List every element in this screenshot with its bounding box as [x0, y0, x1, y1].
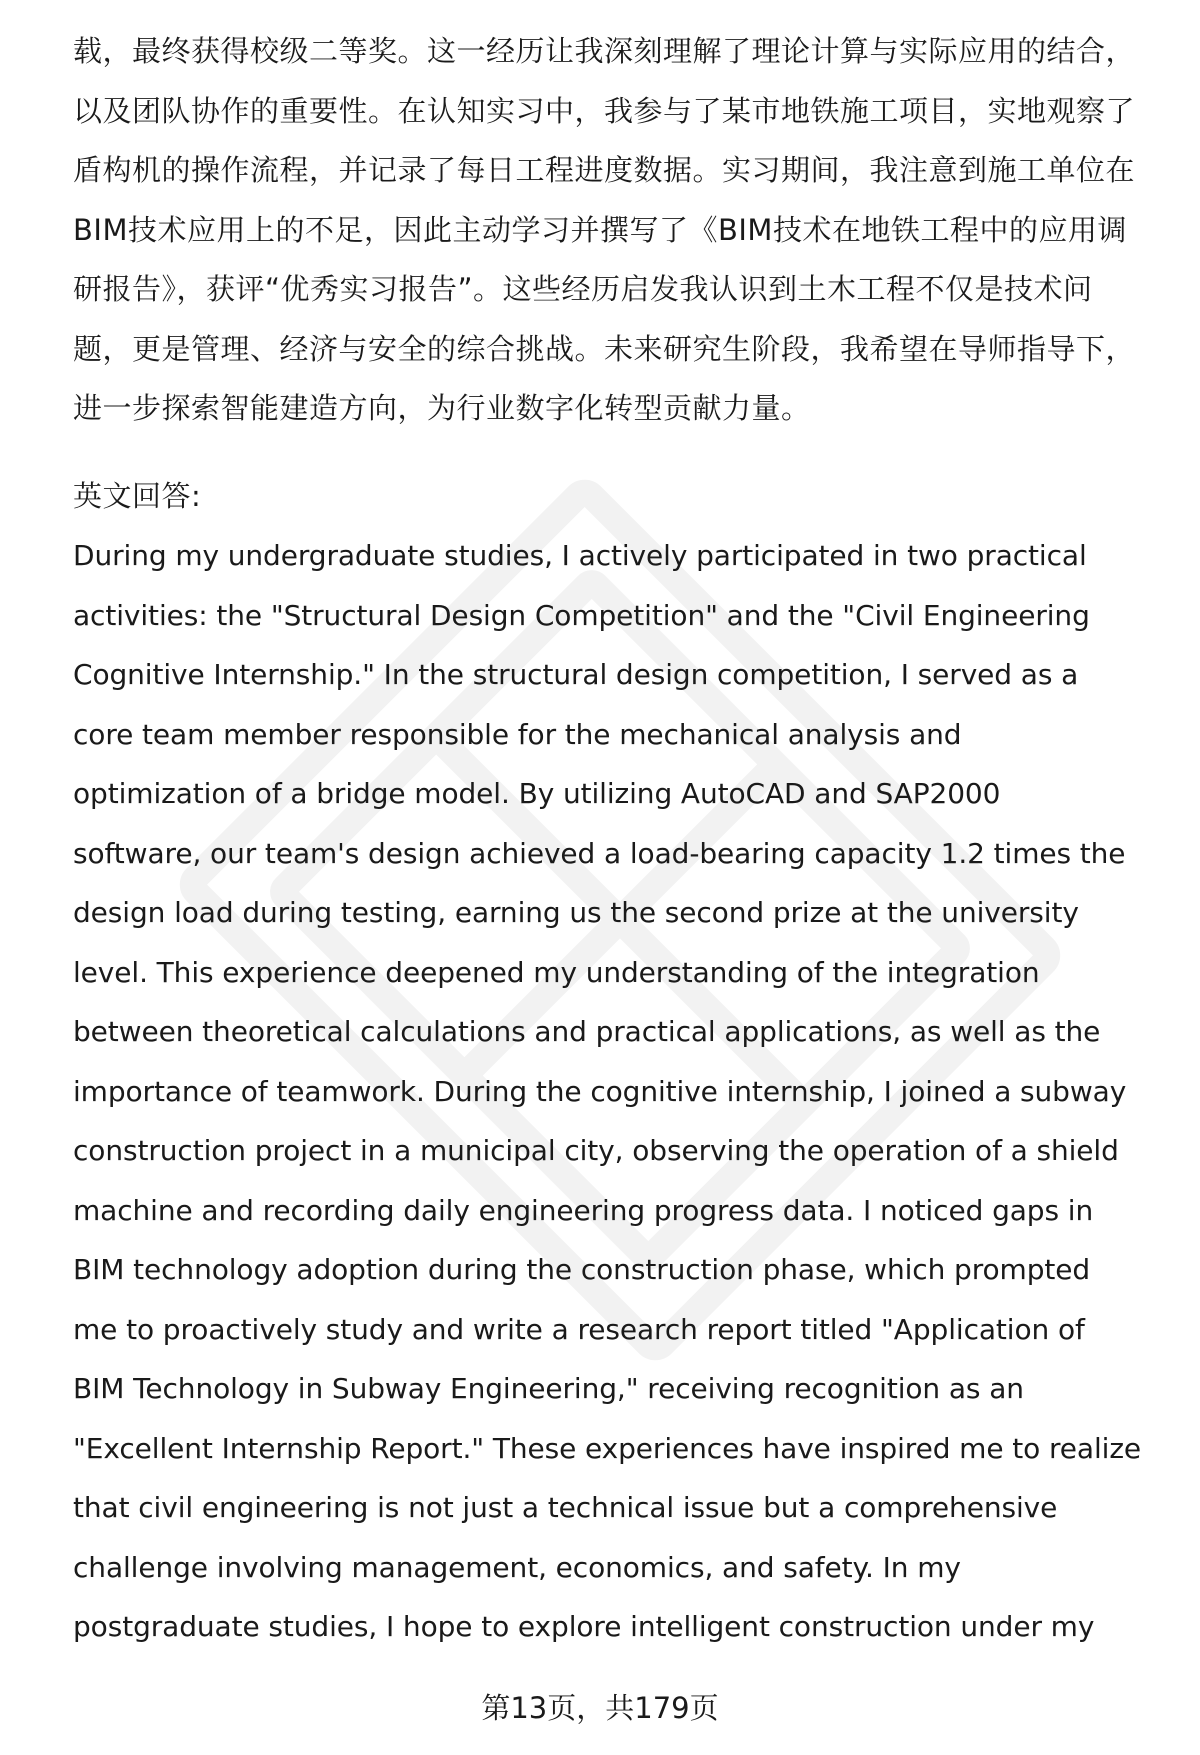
english-text-line: activities: the "Structural Design Competition" and the "Civil Engineering: [73, 598, 1090, 632]
english-text-line: challenge involving management, economics, and safety. In my: [73, 1550, 961, 1584]
chinese-text-line: 进一步探索智能建造方向，为行业数字化转型贡献力量。: [73, 391, 811, 425]
page-number-footer: 第13页，共179页: [481, 1691, 719, 1725]
english-text-line: machine and recording daily engineering progress data. I noticed gaps in: [73, 1193, 1094, 1227]
chinese-answer-paragraph: [73, 22, 1153, 439]
chinese-text-line: 研报告》，获评“优秀实习报告”。这些经历启发我认识到土木工程不仅是技术问: [73, 272, 1093, 306]
english-text-line: software, our team's design achieved a load-bearing capacity 1.2 times the: [73, 836, 1126, 870]
english-text-line: During my undergraduate studies, I actively participated in two practical: [73, 539, 1087, 572]
english-answer-label: 英文回答:: [73, 478, 202, 513]
english-text-line: design load during testing, earning us the second prize at the university: [73, 896, 1079, 929]
english-text-line: between theoretical calculations and practical applications, as well as the: [73, 1015, 1101, 1048]
chinese-text-line: 盾构机的操作流程，并记录了每日工程进度数据。实习期间，我注意到施工单位在: [73, 153, 1136, 187]
english-text-line: postgraduate studies, I hope to explore intelligent construction under my: [73, 1610, 1095, 1643]
document-body: [73, 22, 1153, 1657]
english-text-line: Cognitive Internship." In the structural design competition, I served as a: [73, 658, 1079, 691]
english-text-line: "Excellent Internship Report." These experiences have inspired me to realize: [73, 1431, 1142, 1465]
chinese-text-line: 载，最终获得校级二等奖。这一经历让我深刻理解了理论计算与实际应用的结合，: [73, 34, 1136, 68]
english-text-line: optimization of a bridge model. By utilizing AutoCAD and SAP2000: [73, 777, 1001, 810]
english-text-line: construction project in a municipal city, observing the operation of a shield: [73, 1134, 1119, 1167]
chinese-text-line: 题，更是管理、经济与安全的综合挑战。未来研究生阶段，我希望在导师指导下，: [73, 331, 1136, 366]
english-text-line: me to proactively study and write a research report titled "Application of: [73, 1312, 1085, 1346]
english-text-line: level. This experience deepened my understanding of the integration: [73, 955, 1040, 989]
english-answer-paragraph: [73, 526, 1153, 1657]
english-text-line: importance of teamwork. During the cognitive internship, I joined a subway: [73, 1074, 1127, 1108]
chinese-text-line: 以及团队协作的重要性。在认知实习中，我参与了某市地铁施工项目，实地观察了: [73, 93, 1136, 128]
english-text-line: BIM Technology in Subway Engineering," receiving recognition as an: [73, 1372, 1024, 1405]
english-text-line: BIM technology adoption during the construction phase, which prompted: [73, 1253, 1091, 1286]
english-text-line: that civil engineering is not just a technical issue but a comprehensive: [73, 1491, 1058, 1524]
english-text-line: core team member responsible for the mechanical analysis and: [73, 717, 962, 751]
chinese-text-line: BIM技术应用上的不足，因此主动学习并撰写了《BIM技术在地铁工程中的应用调: [73, 212, 1127, 247]
